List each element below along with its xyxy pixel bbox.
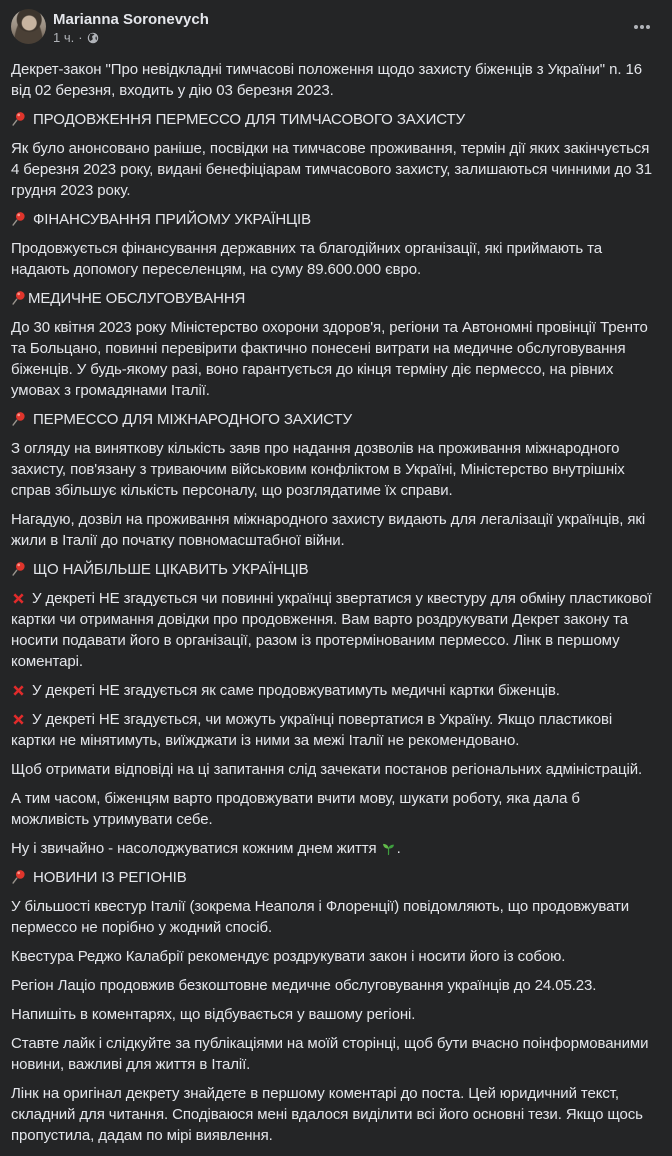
paragraph-text: Ну і звичайно - насолоджуватися кожним днем життя — [11, 840, 377, 857]
pushpin-icon — [11, 111, 27, 127]
post-paragraph — [11, 509, 660, 551]
paragraph-text: У декреті НЕ згадується як саме продовжуватимуть медичні картки біженців. — [32, 682, 560, 699]
section-heading-text: ПРОДОВЖЕННЯ ПЕРМЕССО ДЛЯ ТИМЧАСОВОГО ЗАХИСТУ — [33, 111, 465, 128]
author-name[interactable]: Marianna Soronevych — [53, 11, 209, 28]
pushpin-icon — [11, 290, 27, 306]
paragraph-text: Регіон Лаціо продовжив безкоштовне медичне обслуговування українців до 24.05.23. — [11, 977, 597, 994]
post-paragraph — [11, 1004, 660, 1025]
section-heading — [11, 109, 660, 130]
post-meta-row — [53, 30, 209, 46]
post-paragraph — [11, 680, 660, 701]
paragraph-text: Квестура Реджо Калабрії рекомендує роздрукувати закон і носити його із собою. — [11, 948, 566, 965]
post-header-info — [53, 9, 209, 46]
paragraph-text: У декреті НЕ згадується чи повинні українці звертатися у квестуру для обміну пластикової картки чи отримання довідки про продовження. Вам варто роздрукувати Декрет закону та носити подавати його в організації, разом із протермінованим пермессо. Лінк в першому коментарі. — [11, 590, 652, 670]
cross-icon — [11, 591, 26, 606]
profile-avatar[interactable] — [11, 9, 46, 44]
pushpin-icon — [11, 411, 27, 427]
section-heading-text: НОВИНИ ІЗ РЕГІОНІВ — [33, 869, 187, 886]
post-paragraph — [11, 759, 660, 780]
post-paragraph — [11, 709, 660, 751]
paragraph-text: Як було анонсовано раніше, посвідки на тимчасове проживання, термін дії яких закінчується 4 березня 2023 року, видані бенефіціарам тимчасового захисту, залишаються чинними до 31 грудня 2023 року. — [11, 140, 652, 199]
paragraph-text: Лінк на оригінал декрету знайдете в першому коментарі до поста. Цей юридичний текст, складний для читання. Сподіваюся мені вдалося виділити всі його основні тези. Якщо щось пропустила, дадам по мірі виявлення. — [11, 1085, 643, 1144]
post-paragraph — [11, 138, 660, 201]
post-content — [0, 50, 672, 1156]
paragraph-text: Нагадую, дозвіл на проживання міжнародного захисту видають для легалізації українців, які жили в Італії до початку повномасштабної війни. — [11, 511, 646, 549]
section-heading — [11, 559, 660, 580]
section-heading-text: ПЕРМЕССО ДЛЯ МІЖНАРОДНОГО ЗАХИСТУ — [33, 411, 353, 428]
post-paragraph — [11, 946, 660, 967]
paragraph-text: А тим часом, біженцям варто продовжувати вчити мову, шукати роботу, яка дала б можливість утримувати себе. — [11, 790, 580, 828]
section-heading — [11, 867, 660, 888]
pushpin-icon — [11, 561, 27, 577]
paragraph-text: Декрет-закон "Про невідкладні тимчасові положення щодо захисту біженців з України" n. 16 від 02 березня, входить у дію 03 березня 2023. — [11, 61, 642, 99]
seedling-icon — [381, 841, 396, 856]
paragraph-text: Ставте лайк і слідкуйте за публікаціями на моїй сторінці, щоб бути вчасно поінформованими новини, важливі для життя в Італії. — [11, 1035, 649, 1073]
paragraph-text: До 30 квітня 2023 року Міністерство охорони здоров'я, регіони та Автономні провінції Тренто та Больцано, повинні перевірити фактично понесені витрати на медичне обслуговування біженців. У будь-якому разі, воно гарантується до кінця терміну діє пермессо, на рівних умовах з громадянами Італії. — [11, 319, 648, 399]
section-heading-text: ЩО НАЙБІЛЬШЕ ЦІКАВИТЬ УКРАЇНЦІВ — [33, 561, 309, 578]
post-paragraph — [11, 59, 660, 101]
pushpin-icon — [11, 211, 27, 227]
post-paragraph — [11, 896, 660, 938]
post-paragraph — [11, 788, 660, 830]
section-heading-text: ФІНАНСУВАННЯ ПРИЙОМУ УКРАЇНЦІВ — [33, 211, 312, 228]
post-paragraph — [11, 588, 660, 672]
paragraph-text: З огляду на виняткову кількість заяв про надання дозволів на проживання міжнародного захисту, пов'язану з триваючим військовим конфліктом в Україні, Міністерство внутрішніх справ збільшує кількість персоналу, що розглядатиме їх справи. — [11, 440, 625, 499]
section-heading-text: МЕДИЧНЕ ОБСЛУГОВУВАННЯ — [28, 290, 246, 307]
post-paragraph — [11, 438, 660, 501]
post-header — [0, 0, 672, 50]
post-paragraph — [11, 838, 660, 859]
post-paragraph — [11, 1033, 660, 1075]
post-paragraph — [11, 975, 660, 996]
globe-privacy-icon — [87, 32, 99, 44]
cross-icon — [11, 712, 26, 727]
post-timestamp[interactable]: 1 ч. — [53, 30, 75, 45]
post-paragraph — [11, 317, 660, 401]
paragraph-suffix: . — [396, 840, 401, 857]
post-paragraph — [11, 1083, 660, 1146]
meta-separator: · — [78, 30, 83, 45]
post-paragraph — [11, 238, 660, 280]
cross-icon — [11, 683, 26, 698]
paragraph-text: У декреті НЕ згадується, чи можуть українці повертатися в Україну. Якщо пластикові картки не мінятимуть, виїжджати із ними за межі Італії не рекомендовано. — [11, 711, 613, 749]
paragraph-text: Щоб отримати відповіді на ці запитання слід зачекати постанов регіональних адміністрацій. — [11, 761, 643, 778]
paragraph-text: Продовжується фінансування державних та благодійних організації, які приймають та надають допомогу переселенцям, на суму 89.600.000 євро. — [11, 240, 602, 278]
pushpin-icon — [11, 869, 27, 885]
ellipsis-icon — [632, 17, 652, 37]
section-heading — [11, 409, 660, 430]
paragraph-text: Напишіть в коментарях, що відбувається у вашому регіоні. — [11, 1006, 416, 1023]
section-heading — [11, 209, 660, 230]
paragraph-text: У більшості квестур Італії (зокрема Неаполя і Флоренції) повідомляють, що продовжувати пермессо не порібно у жодний спосіб. — [11, 898, 630, 936]
section-heading — [11, 288, 660, 309]
more-options-button[interactable] — [626, 9, 658, 41]
